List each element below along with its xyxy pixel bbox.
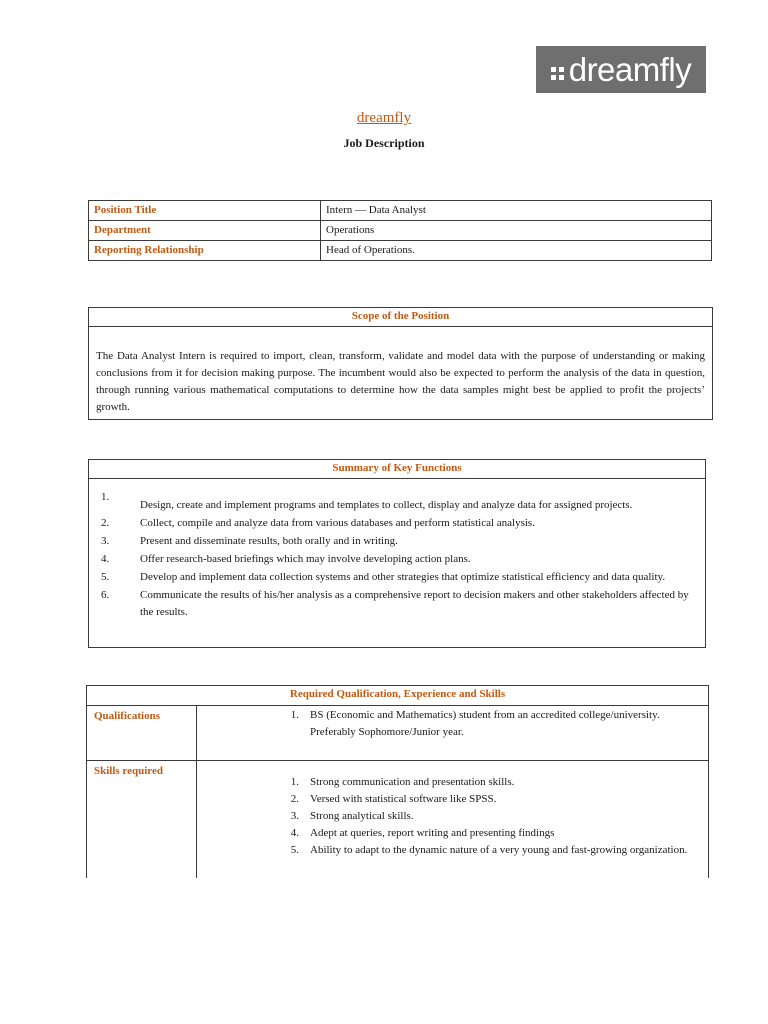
list-item <box>197 791 708 808</box>
list-item <box>101 515 695 532</box>
list-text: Collect, compile and analyze data from various databases and perform statistical analysis. <box>140 517 535 529</box>
requirements-heading: Required Qualification, Experience and Skills <box>87 686 709 706</box>
list-number: 4. <box>290 827 299 839</box>
qualifications-list <box>197 706 708 741</box>
list-number: 3. <box>101 535 110 547</box>
list-item <box>101 587 695 621</box>
list-item <box>197 842 708 859</box>
company-logo <box>536 46 706 93</box>
list-text: Versed with statistical software like SPSS. <box>310 793 497 805</box>
list-number: 5. <box>290 844 299 856</box>
list-item <box>101 551 695 568</box>
table-row <box>87 761 709 878</box>
list-number: 4. <box>101 553 110 565</box>
list-number: 2. <box>290 793 299 805</box>
key-functions-section <box>88 459 706 648</box>
skills-cell <box>197 761 709 878</box>
list-number: 5. <box>101 571 110 583</box>
list-item <box>101 489 695 514</box>
scope-body: The Data Analyst Intern is required to import, clean, transform, validate and model data with the purpose of understanding or making conclusions from it for decision making purpose. The incumbent would also be expected to perform the analysis of the data in question, through running various mathematical computations to determine how the data samples might best be applied to profit the projects’ growth. <box>96 350 705 413</box>
table-row <box>89 221 712 241</box>
list-number: 6. <box>101 589 110 601</box>
list-item <box>101 569 695 586</box>
list-item <box>197 825 708 842</box>
list-text: Offer research-based briefings which may involve developing action plans. <box>140 553 471 565</box>
list-text: Communicate the results of his/her analysis as a comprehensive report to decision makers and other stakeholders affected by the results. <box>140 589 689 618</box>
list-number: 1. <box>290 776 299 788</box>
list-item <box>197 774 708 791</box>
department-value: Operations <box>321 221 712 241</box>
list-text: Strong communication and presentation skills. <box>310 776 515 788</box>
logo-text: dreamfly <box>568 51 692 88</box>
table-row <box>89 241 712 261</box>
position-info-table <box>88 200 712 261</box>
list-number: 2. <box>101 517 110 529</box>
skills-label: Skills required <box>87 761 197 878</box>
list-text: Develop and implement data collection systems and other strategies that optimize statistical efficiency and data quality. <box>140 571 666 583</box>
list-number: 1. <box>101 491 110 503</box>
list-item <box>197 808 708 825</box>
list-text: Ability to adapt to the dynamic nature of a very young and fast-growing organization. <box>310 844 688 856</box>
skills-list <box>197 761 708 859</box>
position-title-value: Intern — Data Analyst <box>321 201 712 221</box>
scope-section <box>88 307 713 420</box>
table-row <box>89 201 712 221</box>
reporting-value: Head of Operations. <box>321 241 712 261</box>
list-item <box>197 707 708 741</box>
document-title: Job Description <box>343 136 425 150</box>
key-functions-list <box>89 479 705 621</box>
list-text: Design, create and implement programs and templates to collect, display and analyze data for assigned projects. <box>140 499 633 511</box>
brand-title: dreamfly <box>356 110 412 126</box>
list-number: 3. <box>290 810 299 822</box>
list-item <box>101 533 695 550</box>
list-text: Present and disseminate results, both orally and in writing. <box>140 535 398 547</box>
qualifications-label: Qualifications <box>87 706 197 761</box>
table-row <box>87 706 709 761</box>
department-label: Department <box>89 221 321 241</box>
qualifications-cell <box>197 706 709 761</box>
requirements-table <box>86 685 709 878</box>
table-row <box>87 686 709 706</box>
list-text: Strong analytical skills. <box>310 810 414 822</box>
scope-heading: Scope of the Position <box>89 308 712 327</box>
list-text: BS (Economic and Mathematics) student from an accredited college/university. Preferably Sophomore/Junior year. <box>310 709 660 738</box>
logo-dots-icon <box>551 67 564 80</box>
reporting-label: Reporting Relationship <box>89 241 321 261</box>
key-functions-heading: Summary of Key Functions <box>89 460 705 479</box>
position-title-label: Position Title <box>89 201 321 221</box>
list-number: 1. <box>290 709 299 721</box>
list-text: Adept at queries, report writing and presenting findings <box>310 827 555 839</box>
